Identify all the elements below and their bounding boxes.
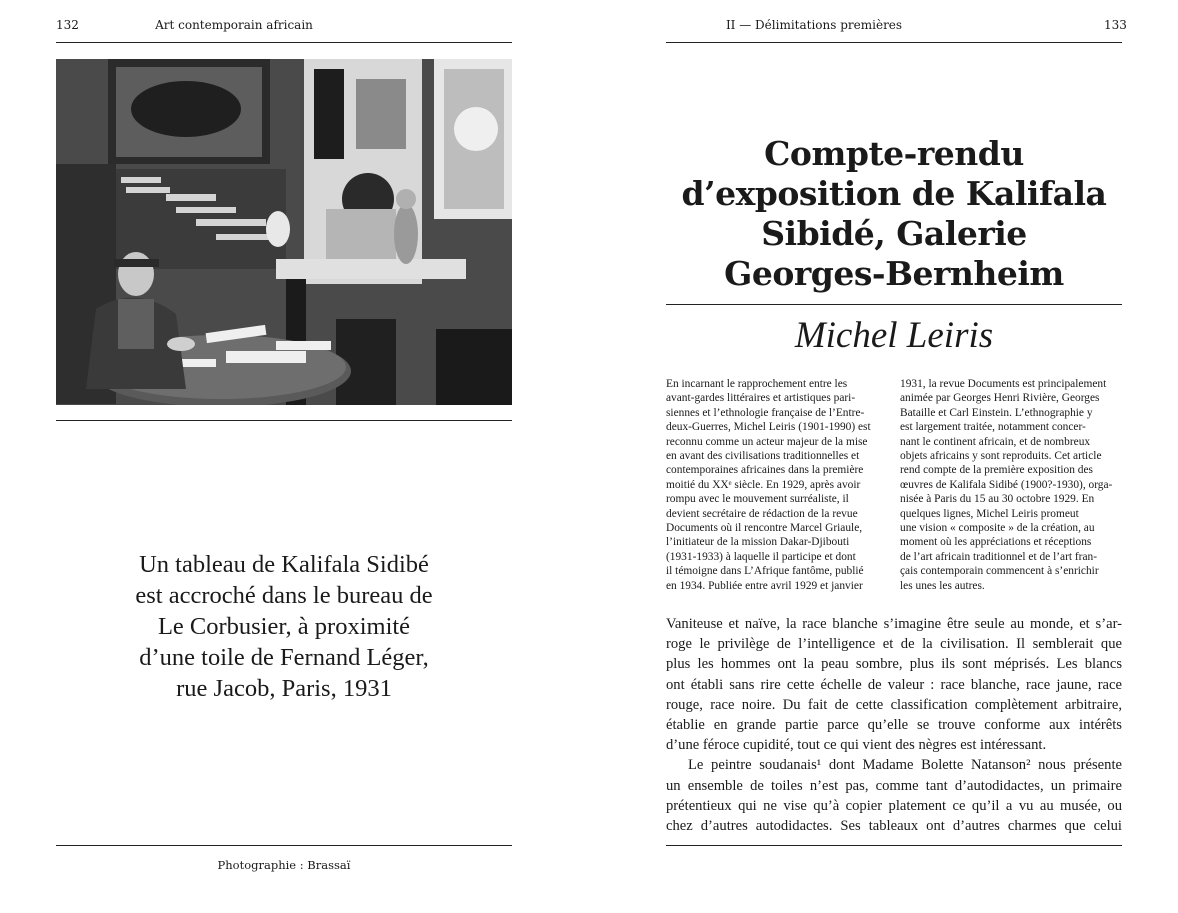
intro-line: il témoigne dans L’Afrique fantôme, publié	[666, 565, 864, 578]
body-line: établie en grande partie parce qu’elle se trouve conforme aux intérêts	[666, 717, 1122, 734]
intro-line: quelques lignes, Michel Leiris promeut	[900, 507, 1079, 520]
page-number-left: 132	[56, 18, 79, 32]
photo-bottom-rule	[56, 420, 512, 421]
body-line: chez d’autres autodidactes. Ses tableaux ont d’autres charmes que celui	[666, 818, 1122, 835]
caption-line: Un tableau de Kalifala Sidibé	[139, 551, 429, 578]
intro-line: en avant des civilisations traditionnelles et	[666, 450, 860, 463]
photo-caption	[56, 549, 512, 704]
caption-line: rue Jacob, Paris, 1931	[176, 675, 392, 702]
header-rule-left	[56, 42, 512, 43]
intro-line: nant le continent africain, et de nombreux	[900, 435, 1091, 448]
intro-line: en 1934. Publiée entre avril 1929 et janvier	[666, 579, 863, 592]
intro-line: nisée à Paris du 15 au 30 octobre 1929. En	[900, 493, 1095, 506]
intro-line: une vision « composite » de la création, au	[900, 522, 1095, 535]
body-line: prétentieux qui ne vise qu’à copier platement ce qu’il a vu au musée, ou	[666, 797, 1122, 814]
intro-line: rend compte de la première exposition des	[900, 464, 1093, 477]
intro-line: objets africains y sont reproduits. Cet article	[900, 450, 1102, 463]
title-line: Sibidé, Galerie	[761, 214, 1027, 253]
photo-credit: Photographie : Brassaï	[217, 858, 351, 872]
body-line: ont établi sans rire cette échelle de valeur : race blanche, race jaune, race	[666, 676, 1122, 693]
intro-line: siennes et l’ethnologie française de l’Entre-	[666, 406, 865, 419]
body-line: un ensemble de toiles n’est pas, comme tant d’autodidactes, un primaire	[666, 777, 1122, 794]
article-body	[666, 614, 1122, 836]
intro-line: œuvres de Kalifala Sidibé (1900?-1930), orga-	[900, 478, 1113, 491]
intro-line: est largement traitée, notamment concer-	[900, 421, 1086, 434]
running-head-right: II — Délimitations premières	[725, 18, 903, 32]
caption-line: Le Corbusier, à proximité	[157, 613, 411, 640]
intro-line: l’initiateur de la mission Dakar-Djibouti	[666, 536, 850, 549]
body-line: plus les hommes ont la peau sombre, plus ils sont méprisés. Les blancs	[666, 656, 1122, 673]
intro-line: deux-Guerres, Michel Leiris (1901-1990) est	[666, 421, 871, 434]
intro-line: moitié du XXᵉ siècle. En 1929, après avoir	[666, 478, 861, 491]
intro-line: les unes les autres.	[900, 579, 985, 592]
photo-illustration	[56, 59, 512, 405]
intro-line: devient secrétaire de rédaction de la revue	[666, 507, 858, 520]
intro-line: animée par Georges Henri Rivière, Georges	[900, 392, 1100, 405]
intro-line: Documents où il rencontre Marcel Griaule,	[666, 522, 863, 535]
intro-column-1	[666, 377, 888, 593]
intro-line: En incarnant le rapprochement entre les	[666, 378, 848, 390]
intro-line: reconnu comme un acteur majeur de la mise	[666, 435, 868, 448]
intro-line: rompu avec le mouvement surréaliste, il	[666, 493, 849, 506]
photograph	[56, 59, 512, 405]
intro-line: moment où les appréciations et réceptions	[900, 536, 1092, 549]
body-line: Vaniteuse et naïve, la race blanche s’imagine être seule au monde, et s’ar-	[666, 616, 1122, 632]
intro-line: 1931, la revue Documents est principalement	[900, 378, 1107, 390]
footer-rule-right	[666, 845, 1122, 846]
title-line: Georges-Bernheim	[724, 254, 1064, 293]
title-line: d’exposition de Kalifala	[681, 174, 1107, 213]
intro-line: contemporaines africaines dans la première	[666, 464, 864, 477]
intro-line: avant-gardes littéraires et artistiques pari-	[666, 392, 856, 405]
title-rule	[666, 304, 1122, 305]
body-line: d’une féroce cupidité, tout ce qui vient des nègres est intéressant.	[666, 737, 1047, 754]
article-author: Michel Leiris	[794, 315, 994, 356]
body-line: Le peintre soudanais¹ dont Madame Bolette Natanson² nous présente	[688, 757, 1122, 774]
running-head-left: Art contemporain africain	[155, 18, 313, 32]
intro-column-2	[900, 377, 1122, 593]
title-line: Compte-rendu	[764, 134, 1024, 173]
intro-line: (1931-1933) à laquelle il participe et dont	[666, 550, 856, 563]
intro-line: Bataille et Carl Einstein. L’ethnographie y	[900, 406, 1093, 419]
caption-line: d’une toile de Fernand Léger,	[139, 644, 429, 671]
intro-line: de l’art africain traditionnel et de l’art fran-	[900, 550, 1098, 563]
intro-line: çais contemporain commencent à s’enrichir	[900, 565, 1099, 578]
footer-rule-left	[56, 845, 512, 846]
page-number-right: 133	[1104, 18, 1127, 32]
header-rule-right	[666, 42, 1122, 43]
body-line: roge le privilège de l’intelligence et de la civilisation. Il semblerait que	[666, 636, 1122, 653]
caption-line: est accroché dans le bureau de	[135, 582, 433, 609]
body-line: rouge, race noire. Du fait de cette classification complètement arbitraire,	[666, 696, 1122, 713]
article-title	[666, 134, 1122, 294]
